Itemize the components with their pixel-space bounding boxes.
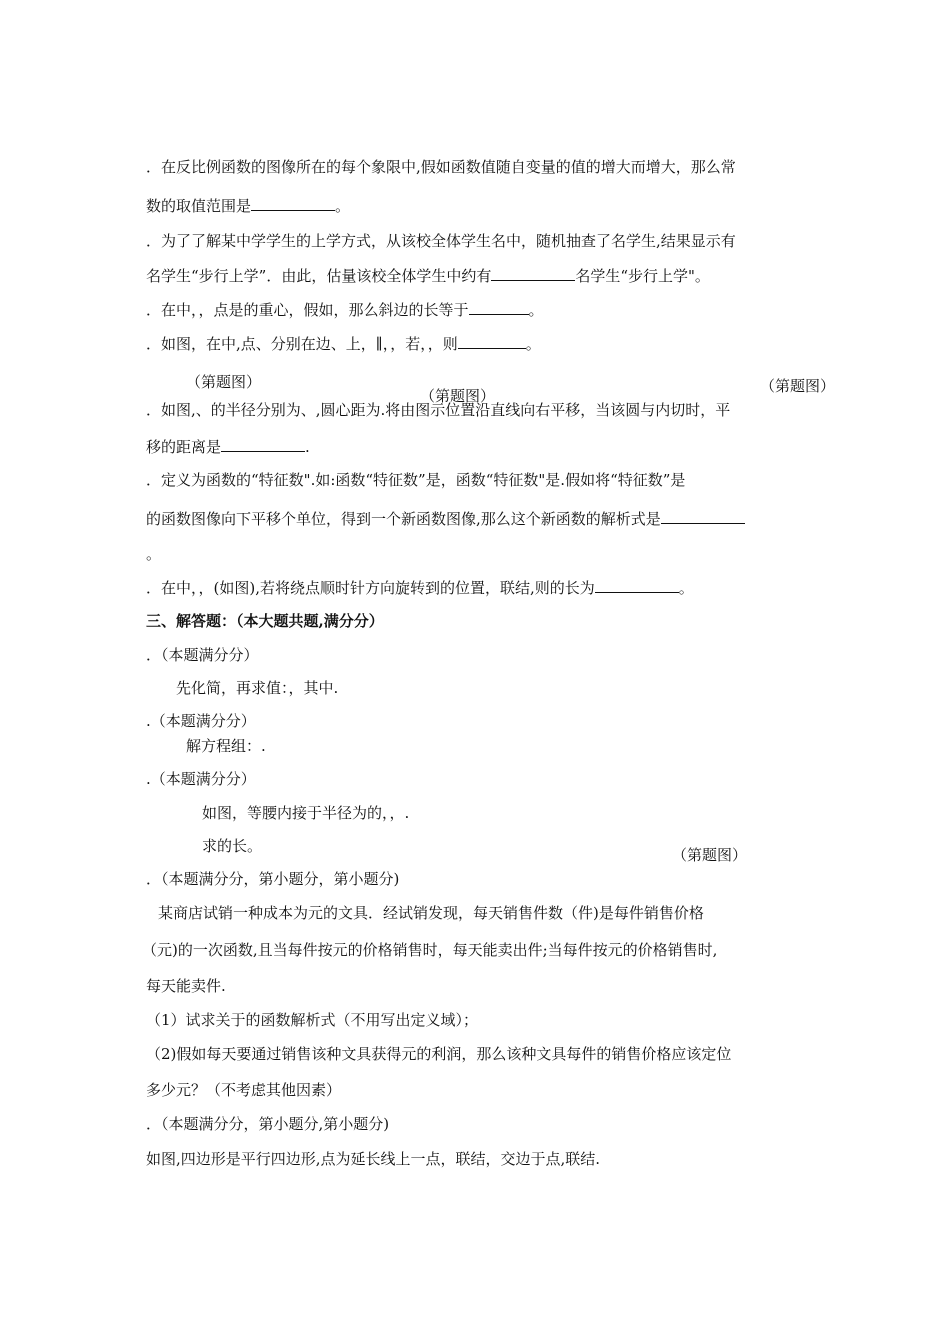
q19-header: ．（本题满分分）	[146, 646, 259, 664]
answer-blank	[221, 437, 305, 452]
answer-blank	[458, 334, 526, 349]
q23-header: ．（本题满分分，第小题分,第小题分)	[146, 1115, 390, 1133]
q5-end: .	[305, 438, 310, 456]
answer-blank	[595, 578, 679, 593]
q1-end: 。	[335, 197, 351, 215]
q21-header: .（本题满分分）	[146, 770, 256, 788]
q4-text: ．如图，在中,点、分别在边、上，∥，，若，，则	[146, 335, 458, 353]
q6-line3: 。	[146, 545, 162, 563]
q2-line1: ．为了了解某中学学生的上学方式，从该校全体学生名中，随机抽查了名学生,结果显示有	[146, 232, 736, 250]
q22-part2-line2: 多少元？（不考虑其他因素）	[146, 1081, 342, 1099]
q2-end: 名学生“步行上学"。	[575, 267, 710, 285]
q1-text: 数的取值范围是	[146, 197, 252, 215]
q3-line	[146, 300, 544, 320]
q4-end: 。	[525, 335, 541, 353]
q5-line1: ．如图,、的半径分别为、,圆心距为.将由图示位置沿直线向右平移，当该圆与内切时，平	[146, 401, 731, 419]
q3-text: ．在中，，点是的重心，假如，那么斜边的长等于	[146, 301, 469, 319]
q1-line2	[146, 196, 350, 216]
q3-end: 。	[528, 301, 544, 319]
q5-text: 移的距离是	[146, 438, 222, 456]
section-heading: 三、解答题：（本大题共题,满分分）	[146, 612, 384, 630]
q22-line1: 某商店试销一种成本为元的文具．经试销发现，每天销售件数（件)是每件销售价格	[158, 904, 704, 922]
q22-line3: 每天能卖件.	[146, 977, 226, 995]
answer-blank	[251, 196, 335, 211]
q22-line2: （元)的一次函数,且当每件按元的价格销售时，每天能卖出件;当每件按元的价格销售时,	[142, 941, 718, 959]
figure-caption: （第题图）	[420, 387, 496, 405]
q21-line2: 求的长。	[202, 837, 263, 855]
q23-line1: 如图,四边形是平行四边形,点为延长线上一点，联结，交边于点,联结.	[146, 1150, 601, 1168]
q7-end: 。	[678, 579, 694, 597]
q20-header: .（本题满分分）	[146, 712, 256, 730]
q1-line1: ．在反比例函数的图像所在的每个象限中,假如函数值随自变量的值的增大而增大，那么常	[146, 158, 736, 176]
q22-header: ．（本题满分分，第小题分，第小题分)	[146, 870, 400, 888]
figure-caption: （第题图）	[186, 373, 262, 391]
q5-line2	[146, 437, 310, 457]
q22-part2-line1: （2)假如每天要通过销售该种文具获得元的利润，那么该种文具每件的销售价格应该定位	[146, 1045, 732, 1063]
q2-line2	[146, 266, 710, 286]
q2-text: 名学生“步行上学”．由此，估量该校全体学生中约有	[146, 267, 492, 285]
q6-line1: ．定义为函数的“特征数".如:函数“特征数”是，函数“特征数"是.假如将“特征数”是	[146, 471, 686, 489]
q22-part1: （1）试求关于的函数解析式（不用写出定义域）；	[146, 1011, 479, 1029]
answer-blank	[661, 509, 745, 524]
figure-caption: （第题图）	[760, 377, 836, 395]
q21-line1: 如图，等腰内接于半径为的，，.	[202, 804, 410, 822]
q6-line2	[146, 509, 745, 529]
q20-body: 解方程组：.	[186, 737, 266, 755]
q4-line	[146, 334, 541, 354]
q7-text: ．在中，，(如图),若将绕点顺时针方向旋转到的位置，联结,则的长为	[146, 579, 595, 597]
q19-body: 先化简，再求值：，其中.	[176, 679, 339, 697]
q7-line	[146, 578, 694, 598]
figure-caption: （第题图）	[672, 846, 748, 864]
q6-text: 的函数图像向下平移个单位，得到一个新函数图像,那么这个新函数的解析式是	[146, 510, 661, 528]
answer-blank	[491, 266, 575, 281]
answer-blank	[469, 300, 529, 315]
